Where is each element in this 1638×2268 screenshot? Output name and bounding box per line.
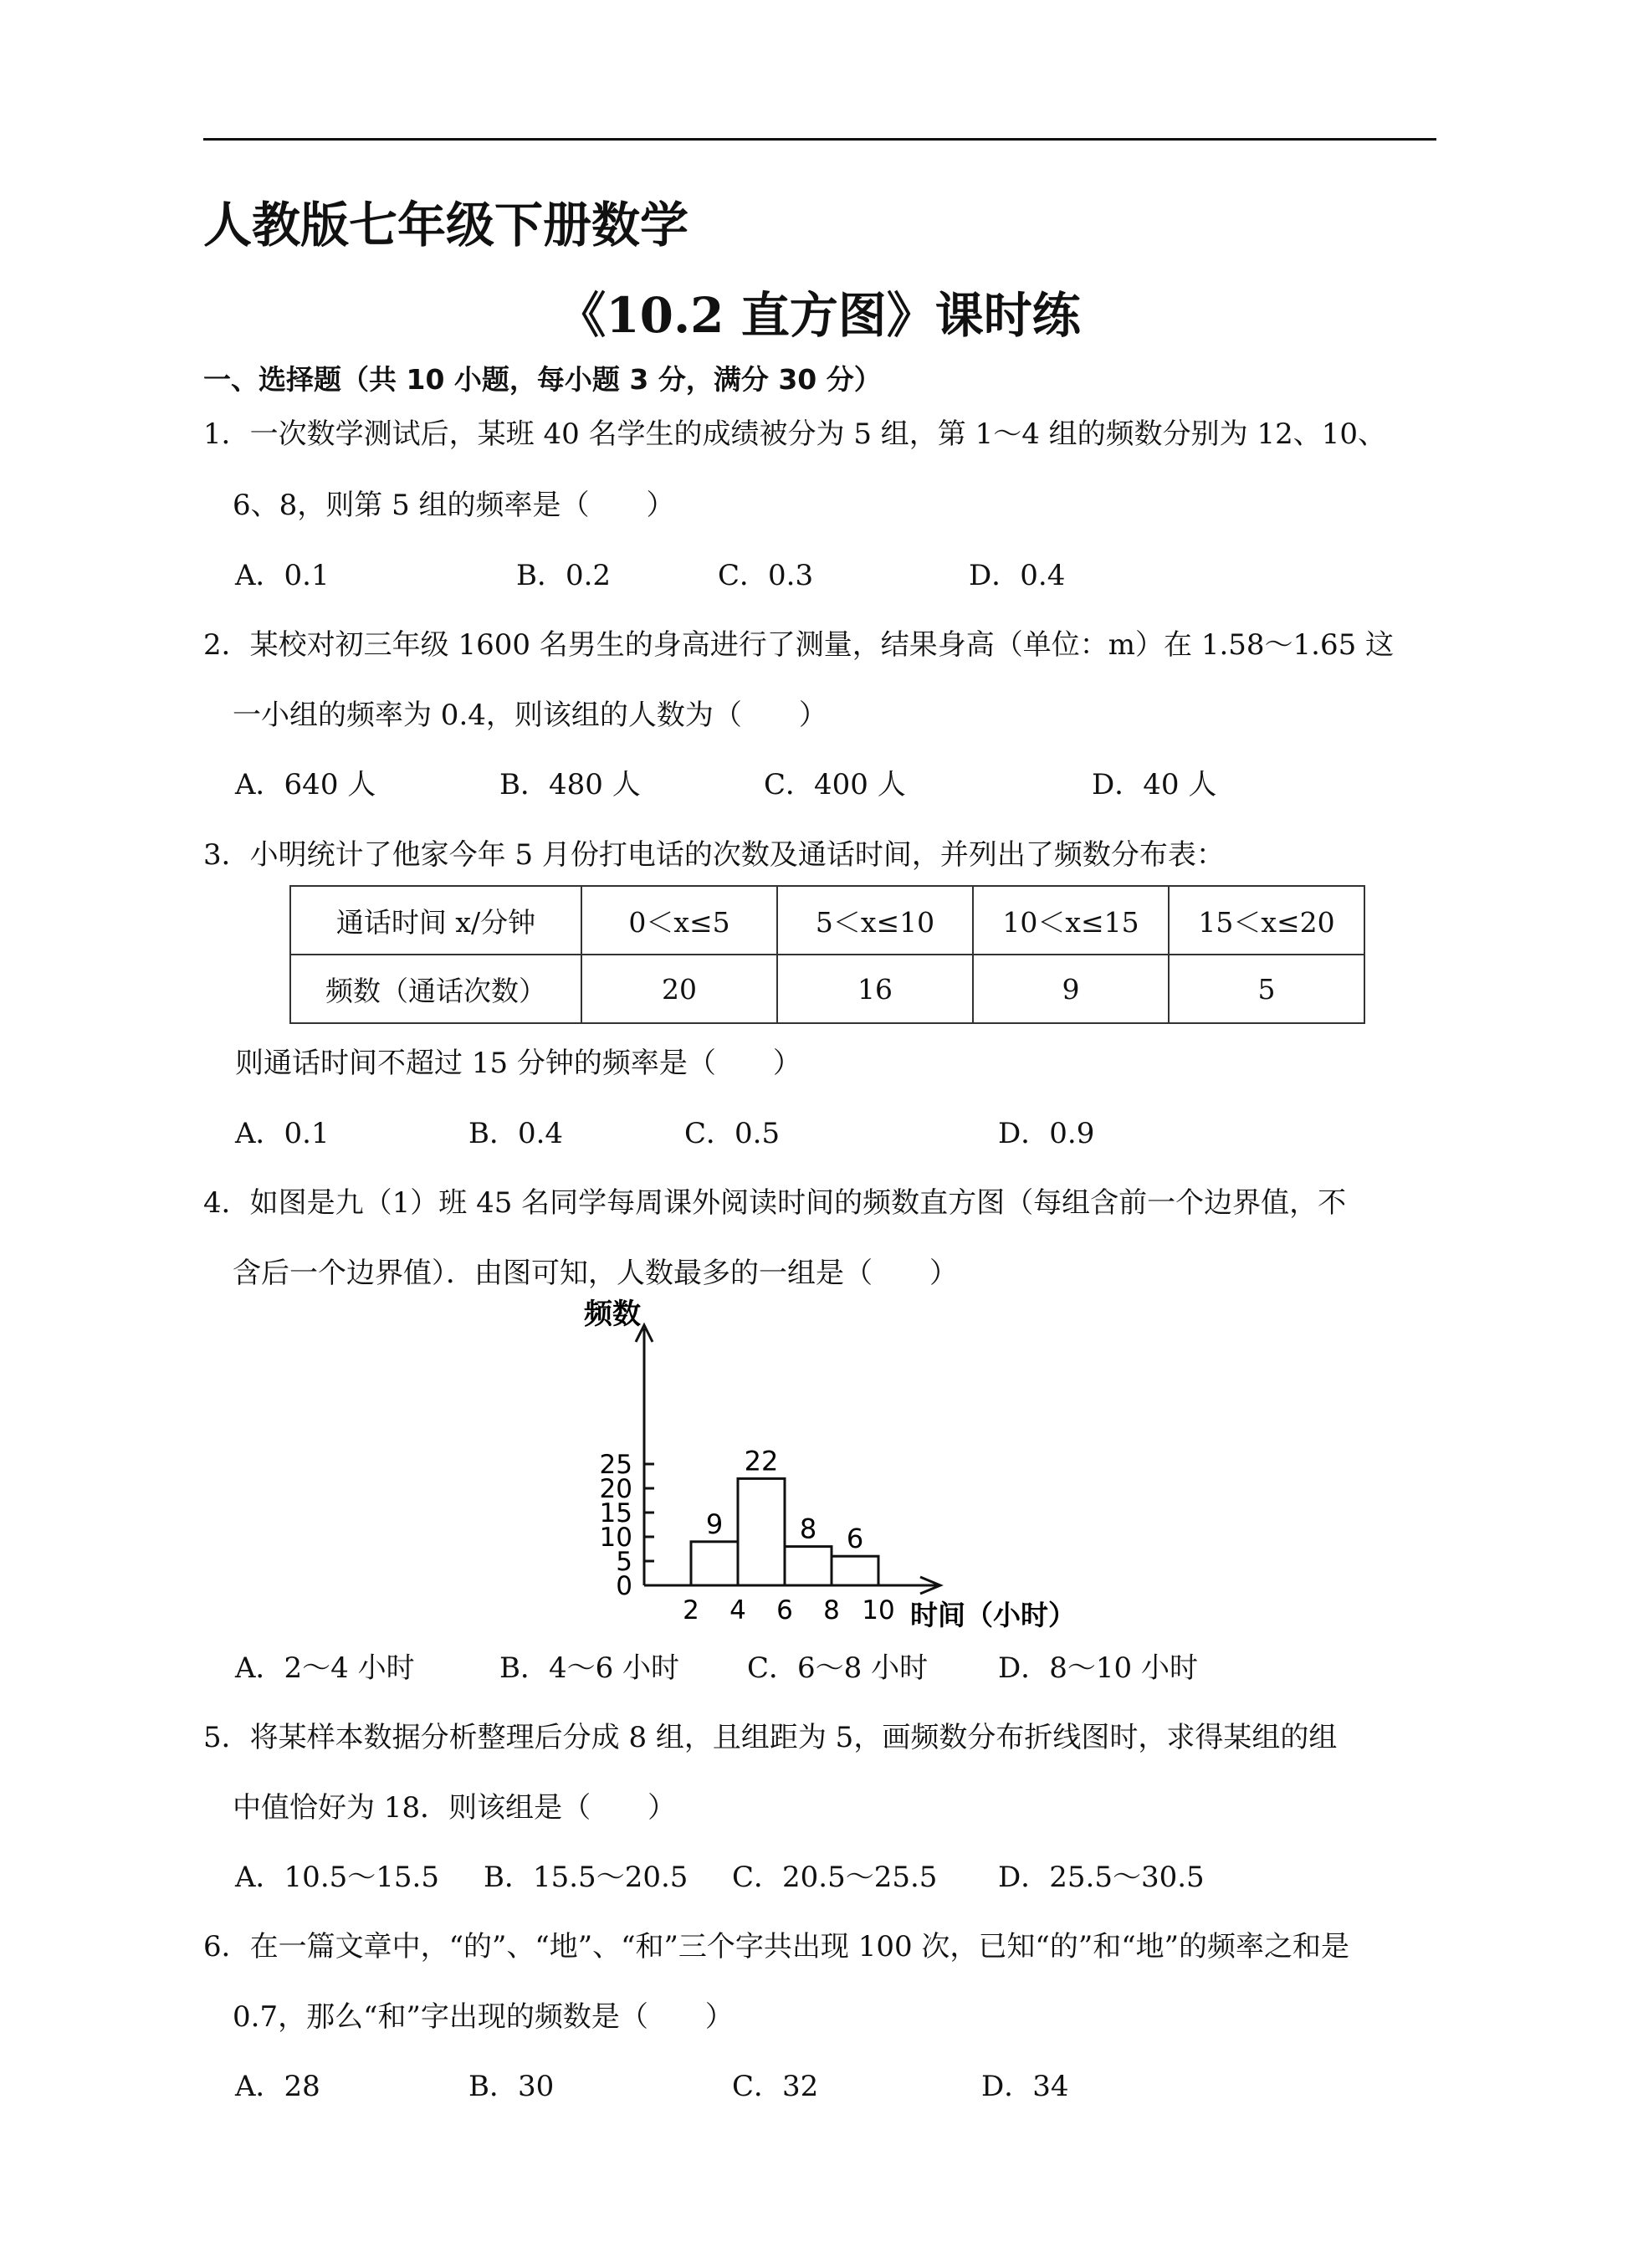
q4-option-d[interactable]: D．8～10 小时	[998, 1651, 1198, 1685]
header-rule	[203, 138, 1436, 141]
question-5-line-1: 5．将某样本数据分析整理后分成 8 组，且组距为 5，画频数分布折线图时，求得某组的组	[203, 1721, 1338, 1754]
table-cell: 20	[581, 955, 777, 1023]
bar-value-label: 6	[846, 1523, 864, 1555]
question-2-line-1: 2．某校对初三年级 1600 名男生的身高进行了测量，结果身高（单位：m）在 1.58～1.65 这	[203, 628, 1395, 662]
q4-option-c[interactable]: C．6～8 小时	[747, 1651, 929, 1685]
histogram-bar	[785, 1547, 832, 1585]
x-tick-label: 6	[776, 1595, 793, 1625]
x-tick-label: 10	[862, 1595, 895, 1625]
table-cell: 频数（通话次数）	[290, 955, 581, 1023]
frequency-histogram	[569, 1288, 1104, 1640]
question-3-line-1: 3．小明统计了他家今年 5 月份打电话的次数及通话时间，并列出了频数分布表：	[203, 838, 1225, 872]
q5-option-a[interactable]: A．10.5～15.5	[235, 1861, 439, 1894]
q1-option-d[interactable]: D．0.4	[969, 559, 1066, 592]
q2-option-a[interactable]: A．640 人	[235, 768, 376, 801]
y-tick-label: 20	[599, 1474, 632, 1504]
bar-value-label: 9	[705, 1508, 724, 1540]
q1-option-a[interactable]: A．0.1	[235, 559, 330, 592]
question-1-line-1: 1．一次数学测试后，某班 40 名学生的成绩被分为 5 组，第 1～4 组的频数分别为 12、10、	[203, 417, 1386, 451]
question-4-line-1: 4．如图是九（1）班 45 名同学每周课外阅读时间的频数直方图（每组含前一个边界值，不	[203, 1186, 1347, 1220]
question-5-line-2: 中值恰好为 18．则该组是（ ）	[233, 1791, 677, 1825]
q4-option-a[interactable]: A．2～4 小时	[235, 1651, 415, 1685]
q4-option-b[interactable]: B．4～6 小时	[499, 1651, 680, 1685]
bar-value-label: 22	[744, 1445, 779, 1477]
question-1-line-2: 6、8，则第 5 组的频率是（ ）	[233, 489, 675, 522]
table-cell: 通话时间 x/分钟	[290, 886, 581, 955]
table-cell: 9	[973, 955, 1169, 1023]
table-cell: 10＜x≤15	[973, 886, 1169, 955]
y-tick-label: 15	[599, 1498, 632, 1528]
q1-option-b[interactable]: B．0.2	[516, 559, 612, 592]
q2-option-d[interactable]: D．40 人	[1092, 768, 1217, 801]
table-cell: 5＜x≤10	[777, 886, 973, 955]
q6-option-b[interactable]: B．30	[468, 2070, 555, 2103]
table-cell: 5	[1169, 955, 1364, 1023]
q5-option-c[interactable]: C．20.5～25.5	[732, 1861, 938, 1894]
table-row	[290, 955, 1364, 1023]
histogram-bar	[691, 1542, 738, 1585]
table-cell: 15＜x≤20	[1169, 886, 1364, 955]
table-header-row	[290, 886, 1364, 955]
q6-option-a[interactable]: A．28	[235, 2070, 320, 2103]
question-4-line-2: 含后一个边界值）．由图可知，人数最多的一组是（ ）	[233, 1257, 958, 1290]
q2-option-c[interactable]: C．400 人	[764, 768, 906, 801]
q3-option-d[interactable]: D．0.9	[998, 1117, 1095, 1150]
q5-option-b[interactable]: B．15.5～20.5	[484, 1861, 688, 1894]
q6-option-c[interactable]: C．32	[732, 2070, 819, 2103]
x-tick-label: 2	[683, 1595, 699, 1625]
y-axis-label: 频数	[584, 1298, 641, 1331]
q3-option-a[interactable]: A．0.1	[235, 1117, 330, 1150]
x-axis-label: 时间（小时）	[910, 1599, 1076, 1631]
q2-option-b[interactable]: B．480 人	[499, 768, 641, 801]
histogram-bar	[738, 1478, 785, 1585]
q3-option-b[interactable]: B．0.4	[468, 1117, 564, 1150]
x-tick-label: 8	[823, 1595, 840, 1625]
q1-option-c[interactable]: C．0.3	[718, 559, 814, 592]
table-cell: 16	[777, 955, 973, 1023]
bar-value-label: 8	[799, 1513, 817, 1545]
table-cell: 0＜x≤5	[581, 886, 777, 955]
frequency-table	[289, 885, 1365, 1024]
x-tick-label: 4	[729, 1595, 746, 1625]
page-title: 人教版七年级下册数学	[203, 197, 689, 253]
question-6-line-1: 6．在一篇文章中，“的”、“地”、“和”三个字共出现 100 次，已知“的”和“地”的频率之和是	[203, 1930, 1349, 1963]
histogram-bar	[832, 1556, 878, 1585]
q6-option-d[interactable]: D．34	[981, 2070, 1069, 2103]
question-6-line-2: 0.7，那么“和”字出现的频数是（ ）	[233, 2000, 734, 2034]
question-2-line-2: 一小组的频率为 0.4，则该组的人数为（ ）	[233, 699, 827, 732]
y-tick-label: 0	[616, 1571, 632, 1601]
page-subtitle: 《10.2 直方图》课时练	[557, 287, 1081, 344]
y-tick-label: 25	[599, 1450, 632, 1480]
section-heading: 一、选择题（共 10 小题，每小题 3 分，满分 30 分）	[203, 363, 882, 396]
y-tick-label: 5	[616, 1547, 632, 1577]
q3-option-c[interactable]: C．0.5	[684, 1117, 781, 1150]
question-3-line-2: 则通话时间不超过 15 分钟的频率是（ ）	[235, 1047, 801, 1080]
y-tick-label: 10	[599, 1523, 632, 1553]
q5-option-d[interactable]: D．25.5～30.5	[998, 1861, 1205, 1894]
